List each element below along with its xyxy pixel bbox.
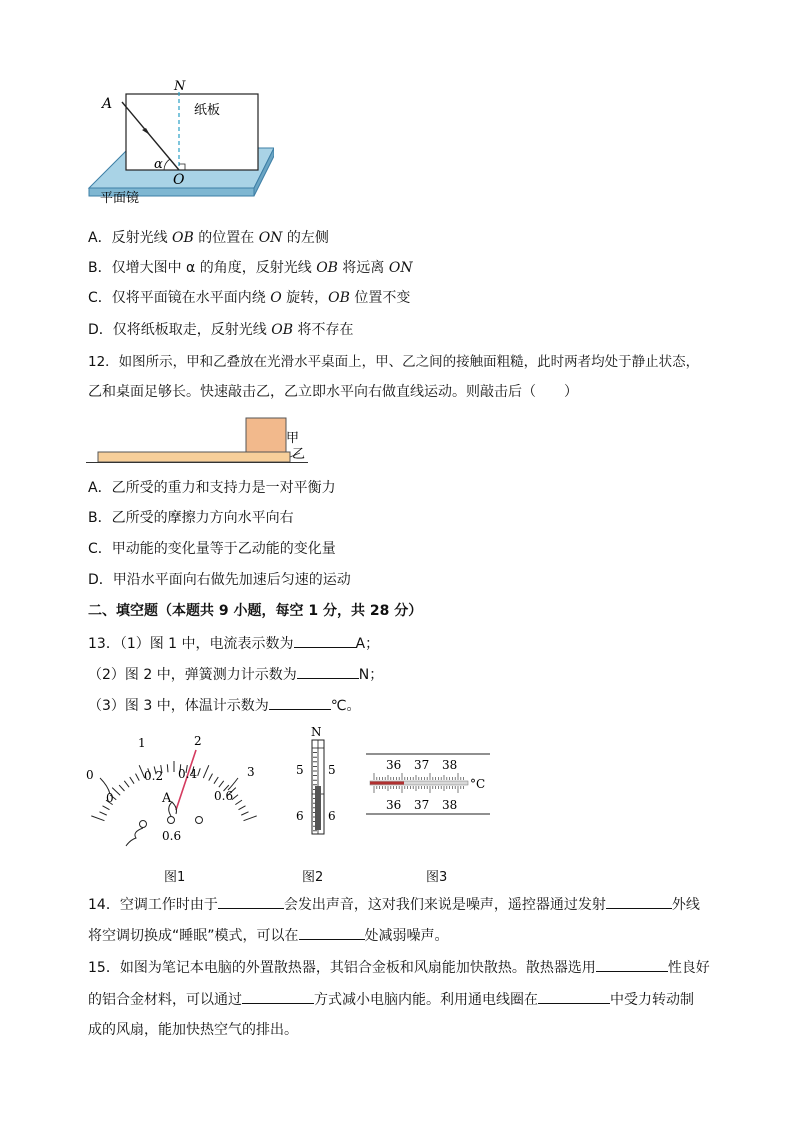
ammeter-tick: [136, 774, 140, 781]
ammeter-bottom-0: 0: [106, 791, 114, 805]
ammeter-bottom-2: 0.4: [178, 767, 198, 781]
label-A: A: [102, 96, 113, 112]
label-alpha: α: [154, 157, 163, 172]
ammeter-top-2: 2: [194, 734, 202, 748]
q12-option-a: A．乙所受的重力和支持力是一对平衡力: [88, 480, 336, 496]
mercury-column: [370, 782, 404, 785]
q11-option-d: D．仅将纸板取走，反射光线 OB 将不存在: [88, 322, 354, 338]
q12-option-b: B．乙所受的摩擦力方向水平向右: [88, 510, 294, 526]
q12-stem-line1: 12．如图所示，甲和乙叠放在光滑水平桌面上，甲、乙之间的接触面粗糙，此时两者均处于静止状态，: [88, 354, 700, 370]
ammeter-tick: [103, 806, 110, 810]
q15-line2: 的铝合金材料，可以通过 方式减小电脑内能。利用通电线圈在 中受力转动制: [88, 989, 694, 1010]
thermo-top-36: 36: [386, 758, 402, 772]
ammeter-tick: [167, 764, 168, 772]
spring-label-left-5: 5: [296, 763, 304, 777]
q15-blank-3[interactable]: [538, 989, 610, 1004]
block-jia: [246, 418, 286, 452]
ammeter-bottom-1: 0.2: [144, 769, 164, 783]
thermo-bottom-38: 38: [442, 798, 458, 812]
ammeter-tick: [198, 768, 201, 776]
spring-label-left-6: 6: [296, 809, 304, 823]
q15-line1: 15．如图为笔记本电脑的外置散热器，其铝合金板和风扇能加快散热。散热器选用 性良好: [88, 957, 710, 978]
terminal-minus: [140, 821, 147, 828]
q11-option-a: A．反射光线 OB 的位置在 ON 的左侧: [88, 230, 329, 246]
spring-scale-figure: [290, 722, 346, 838]
ammeter-unit: A: [162, 791, 172, 806]
q14-line1: 14．空调工作时由于 会发出声音，这对我们来说是噪声，遥控器通过发射 外线: [88, 894, 700, 915]
ammeter-tick: [214, 777, 218, 784]
q14-blank-2[interactable]: [606, 894, 672, 909]
ammeter-tick: [235, 800, 242, 804]
ammeter-bottom-3: 0.6: [214, 789, 234, 803]
q15-blank-1[interactable]: [596, 957, 668, 972]
q15-blank-2[interactable]: [242, 989, 314, 1004]
q12-option-d: D．甲沿水平面向右做先加速后匀速的运动: [88, 572, 351, 588]
ammeter-tick: [91, 816, 104, 821]
fig1-caption: 图1: [164, 870, 186, 885]
label-yi: 乙: [292, 447, 306, 462]
thermo-bottom-36: 36: [386, 798, 402, 812]
spring-label-right-5: 5: [328, 763, 336, 777]
thermo-top-38: 38: [442, 758, 458, 772]
q13-part2: （2）图 2 中，弹簧测力计示数为 N；: [88, 664, 383, 685]
ammeter-tick: [203, 765, 209, 778]
section-title: 二、填空题（本题共 9 小题，每空 1 分，共 28 分）: [88, 603, 423, 619]
thermo-bottom-37: 37: [414, 798, 430, 812]
q12-option-c: C．甲动能的变化量等于乙动能的变化量: [88, 541, 336, 557]
fig3-caption: 图3: [426, 870, 448, 885]
terminal-3: [196, 817, 203, 824]
board-yi: [98, 452, 290, 462]
thermo-top-37: 37: [414, 758, 430, 772]
label-O: O: [173, 172, 185, 188]
q11-option-c: C．仅将平面镜在水平面内绕 O 旋转，OB 位置不变: [88, 290, 411, 306]
q13-part1: 13．（1）图 1 中，电流表示数为 A；: [88, 633, 379, 654]
reflection-figure: [84, 78, 274, 220]
terminal-label-0-6: 0.6: [162, 829, 182, 843]
ammeter-tick: [209, 774, 213, 781]
q14-blank-1[interactable]: [218, 894, 284, 909]
q14-line2: 将空调切换成“睡眠”模式，可以在 处减弱噪声。: [88, 925, 449, 946]
ammeter-figure: [82, 728, 272, 850]
spring-pointer: [315, 786, 321, 830]
q12-stem-line2: 乙和桌面足够长。快速敲击乙，乙立即水平向右做直线运动。则敲击后（ ）: [88, 384, 578, 400]
ammeter-tick: [119, 785, 124, 791]
stacked-blocks-figure: [86, 414, 316, 466]
ammeter-tick: [239, 806, 246, 810]
terminal-0-6: [168, 817, 175, 824]
thermometer-figure: [364, 746, 494, 818]
ammeter-tick: [219, 781, 224, 787]
spring-scale-unit: N: [311, 725, 322, 739]
q13-blank-2[interactable]: [297, 664, 359, 679]
label-jia: 甲: [286, 431, 300, 446]
label-N: N: [174, 79, 186, 94]
label-board: 纸板: [194, 103, 221, 118]
ammeter-tick: [124, 781, 129, 787]
ammeter-tick: [244, 816, 257, 821]
ammeter-top-0: 0: [86, 768, 94, 782]
q13-part3: （3）图 3 中，体温计示数为 ℃。: [88, 695, 360, 716]
ammeter-tick: [130, 777, 134, 784]
spring-label-right-6: 6: [328, 809, 336, 823]
label-mirror: 平面镜: [100, 191, 140, 206]
ammeter-tick: [241, 812, 248, 815]
q15-line3: 成的风扇，能加快热空气的排出。: [88, 1022, 298, 1038]
q11-option-b: B．仅增大图中 α 的角度，反射光线 OB 将远离 ON: [88, 260, 413, 276]
q14-blank-3[interactable]: [299, 925, 365, 940]
q13-blank-3[interactable]: [269, 695, 331, 710]
ammeter-tick: [99, 812, 106, 815]
q13-blank-1[interactable]: [294, 633, 356, 648]
thermo-unit: °C: [470, 777, 486, 791]
ammeter-top-1: 1: [138, 736, 146, 750]
fig2-caption: 图2: [302, 870, 324, 885]
ammeter-top-3: 3: [247, 765, 255, 779]
